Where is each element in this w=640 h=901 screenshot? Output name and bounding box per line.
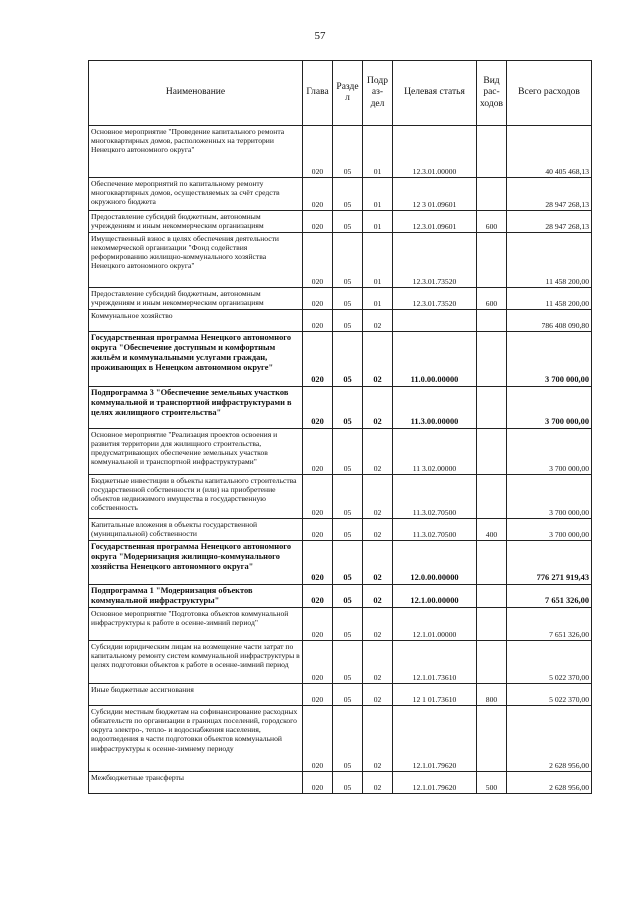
name: Государственная программа Ненецкого автономного округа "Модернизация жилищно-коммунального хозяйства Ненецкого автономного округа" [89, 541, 303, 585]
name: Государственная программа Ненецкого автономного округа "Обеспечение доступным и комфортным жильём и коммунальными услугами граждан, проживающих в Ненецком автономном округе" [89, 332, 303, 387]
cell-chapter: 020 [303, 429, 333, 475]
cell-target: 12.1.01.79620 [393, 706, 477, 772]
cell-type [477, 585, 507, 608]
cell-total: 28 947 268,13 [507, 211, 592, 233]
cell-total: 3 700 000,00 [507, 387, 592, 429]
cell-subsection: 01 [363, 288, 393, 310]
cell-target: 12.1.01.73610 [393, 641, 477, 684]
name: Основное мероприятие "Реализация проектов освоения и развития территории для жилищного строительства, предусматривающих обеспечение земельных участков коммунальной и транспортной инфраструктурами" [89, 429, 303, 475]
cell-total: 40 405 468,13 [507, 126, 592, 178]
table-row [89, 641, 592, 684]
cell-type [477, 126, 507, 178]
cell-total: 5 022 370,00 [507, 641, 592, 684]
name: Иные бюджетные ассигнования [89, 684, 303, 706]
header-target: Целевая статья [393, 61, 477, 126]
cell-total: 11 458 200,00 [507, 233, 592, 288]
cell-target: 12.1.01.79620 [393, 772, 477, 794]
cell-subsection: 02 [363, 387, 393, 429]
cell-chapter: 020 [303, 519, 333, 541]
cell-total: 3 700 000,00 [507, 332, 592, 387]
name: Подпрограмма 1 "Модернизация объектов коммунальной инфраструктуры" [89, 585, 303, 608]
table-row [89, 541, 592, 585]
cell-total: 2 628 956,00 [507, 772, 592, 794]
table-row [89, 429, 592, 475]
name: Капитальные вложения в объекты государственной (муниципальной) собственности [89, 519, 303, 541]
cell-section: 05 [333, 684, 363, 706]
cell-section: 05 [333, 332, 363, 387]
table-row [89, 475, 592, 519]
cell-chapter: 020 [303, 608, 333, 641]
cell-chapter: 020 [303, 211, 333, 233]
table-row [89, 233, 592, 288]
cell-section: 05 [333, 519, 363, 541]
name: Основное мероприятие "Проведение капитального ремонта многоквартирных домов, расположенных на территории Ненецкого автономного округа" [89, 126, 303, 178]
cell-section: 05 [333, 211, 363, 233]
cell-subsection: 02 [363, 585, 393, 608]
cell-type [477, 332, 507, 387]
cell-chapter: 020 [303, 178, 333, 211]
cell-total: 7 651 326,00 [507, 608, 592, 641]
table-row [89, 288, 592, 310]
header-section: Разде л [333, 61, 363, 126]
cell-total: 3 700 000,00 [507, 519, 592, 541]
cell-subsection: 02 [363, 608, 393, 641]
cell-subsection: 02 [363, 475, 393, 519]
name: Бюджетные инвестиции в объекты капитального строительства государственной собственности и (или) на приобретение объектов недвижимого имущества в государственную собственность [89, 475, 303, 519]
cell-type: 400 [477, 519, 507, 541]
cell-subsection: 02 [363, 519, 393, 541]
cell-chapter: 020 [303, 541, 333, 585]
cell-target: 11 3.02.00000 [393, 429, 477, 475]
table-row [89, 585, 592, 608]
table-row [89, 608, 592, 641]
cell-target: 11.3.00.00000 [393, 387, 477, 429]
cell-section: 05 [333, 475, 363, 519]
cell-type [477, 387, 507, 429]
cell-chapter: 020 [303, 126, 333, 178]
table-row [89, 772, 592, 794]
cell-target: 12.3.01.00000 [393, 126, 477, 178]
cell-target: 12 1 01.73610 [393, 684, 477, 706]
cell-chapter: 020 [303, 475, 333, 519]
name: Основное мероприятие "Подготовка объектов коммунальной инфраструктуры к работе в осенне-зимний период" [89, 608, 303, 641]
cell-subsection: 01 [363, 126, 393, 178]
cell-total: 776 271 919,43 [507, 541, 592, 585]
cell-type [477, 608, 507, 641]
cell-section: 05 [333, 288, 363, 310]
name: Имущественный взнос в целях обеспечения деятельности некоммерческой организации "Фонд содействия реформированию жилищно-коммунального хозяйства Ненецкого автономного округа" [89, 233, 303, 288]
name: Подпрограмма 3 "Обеспечение земельных участков коммунальной и транспортной инфраструктурами в целях жилищного строительства" [89, 387, 303, 429]
table-row [89, 332, 592, 387]
cell-type: 800 [477, 684, 507, 706]
cell-target: 12 3 01.09601 [393, 178, 477, 211]
cell-total: 7 651 326,00 [507, 585, 592, 608]
cell-type [477, 475, 507, 519]
cell-chapter: 020 [303, 684, 333, 706]
cell-section: 05 [333, 706, 363, 772]
cell-chapter: 020 [303, 772, 333, 794]
cell-subsection: 01 [363, 233, 393, 288]
cell-type [477, 641, 507, 684]
cell-subsection: 01 [363, 211, 393, 233]
header-total: Всего расходов [507, 61, 592, 126]
page-number: 57 [314, 30, 326, 42]
cell-section: 05 [333, 429, 363, 475]
name: Субсидии юридическим лицам на возмещение части затрат по капитальному ремонту систем коммунальной инфраструктуры в целях подготовки объектов к работе в осенне-зимний период [89, 641, 303, 684]
cell-section: 05 [333, 387, 363, 429]
cell-type [477, 706, 507, 772]
name: Коммунальное хозяйство [89, 310, 303, 332]
cell-target: 12.3.01.09601 [393, 211, 477, 233]
header-name: Наименование [89, 61, 303, 126]
table-row [89, 387, 592, 429]
cell-subsection: 02 [363, 541, 393, 585]
cell-target: 12.3.01.73520 [393, 288, 477, 310]
cell-target: 11.0.00.00000 [393, 332, 477, 387]
cell-chapter: 020 [303, 310, 333, 332]
cell-chapter: 020 [303, 706, 333, 772]
table-row [89, 310, 592, 332]
table-row [89, 519, 592, 541]
header-chapter: Глава [303, 61, 333, 126]
cell-chapter: 020 [303, 387, 333, 429]
name: Субсидии местным бюджетам на софинансирование расходных обязательств по организации в границах поселений, городского округа электро-, тепло- и водоснабжения населения, водоотведения в части подготовки объектов коммунальной инфраструктуры к осенне-зимнему периоду [89, 706, 303, 772]
cell-section: 05 [333, 585, 363, 608]
table-row [89, 211, 592, 233]
cell-total: 28 947 268,13 [507, 178, 592, 211]
cell-total: 3 700 000,00 [507, 429, 592, 475]
cell-section: 05 [333, 641, 363, 684]
table-row [89, 178, 592, 211]
cell-type: 600 [477, 288, 507, 310]
cell-section: 05 [333, 608, 363, 641]
cell-chapter: 020 [303, 233, 333, 288]
cell-subsection: 01 [363, 178, 393, 211]
cell-type [477, 233, 507, 288]
cell-total: 5 022 370,00 [507, 684, 592, 706]
cell-section: 05 [333, 126, 363, 178]
cell-subsection: 02 [363, 641, 393, 684]
cell-subsection: 02 [363, 310, 393, 332]
cell-target: 12.0.00.00000 [393, 541, 477, 585]
table-row [89, 684, 592, 706]
name: Обеспечение мероприятий по капитальному ремонту многоквартирных домов, осуществляемых за счёт средств окружного бюджета [89, 178, 303, 211]
cell-subsection: 02 [363, 429, 393, 475]
name: Межбюджетные трансферты [89, 772, 303, 794]
cell-type: 600 [477, 211, 507, 233]
cell-section: 05 [333, 178, 363, 211]
cell-target [393, 310, 477, 332]
cell-section: 05 [333, 541, 363, 585]
cell-total: 3 700 000,00 [507, 475, 592, 519]
table-header-row [89, 61, 592, 126]
cell-type: 500 [477, 772, 507, 794]
cell-section: 05 [333, 772, 363, 794]
header-subsection: Подр аз- дел [363, 61, 393, 126]
cell-total: 11 458 200,00 [507, 288, 592, 310]
cell-type [477, 541, 507, 585]
cell-type [477, 429, 507, 475]
cell-subsection: 02 [363, 706, 393, 772]
cell-chapter: 020 [303, 641, 333, 684]
cell-target: 11.3.02.70500 [393, 475, 477, 519]
cell-chapter: 020 [303, 585, 333, 608]
cell-section: 05 [333, 310, 363, 332]
cell-type [477, 310, 507, 332]
cell-target: 12.1.01.00000 [393, 608, 477, 641]
cell-total: 786 408 090,80 [507, 310, 592, 332]
cell-total: 2 628 956,00 [507, 706, 592, 772]
name: Предоставление субсидий бюджетным, автономным учреждениям и иным некоммерческим организациям [89, 288, 303, 310]
cell-subsection: 02 [363, 332, 393, 387]
cell-chapter: 020 [303, 332, 333, 387]
cell-section: 05 [333, 233, 363, 288]
cell-subsection: 02 [363, 772, 393, 794]
cell-target: 12.1.00.00000 [393, 585, 477, 608]
cell-type [477, 178, 507, 211]
cell-chapter: 020 [303, 288, 333, 310]
header-expense-type: Вид рас- ходов [477, 61, 507, 126]
table-row [89, 126, 592, 178]
name: Предоставление субсидий бюджетным, автономным учреждениям и иным некоммерческим организациям [89, 211, 303, 233]
table-row [89, 706, 592, 772]
cell-target: 12.3.01.73520 [393, 233, 477, 288]
cell-subsection: 02 [363, 684, 393, 706]
cell-target: 11.3.02.70500 [393, 519, 477, 541]
budget-table [88, 60, 592, 794]
